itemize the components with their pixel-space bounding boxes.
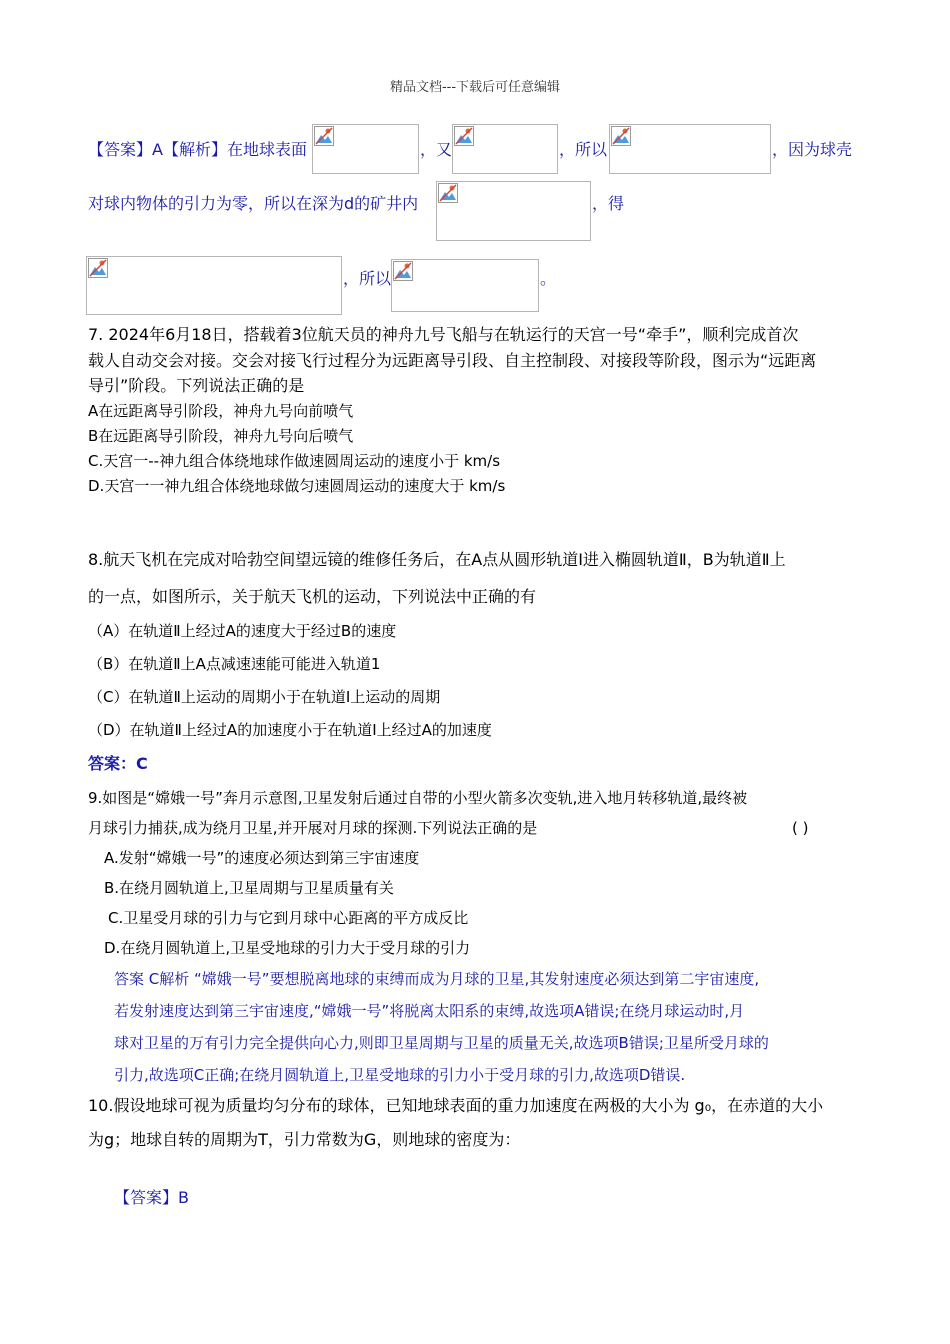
q9-analysis-line2: 若发射速度达到第三宇宙速度,“嫦娥一号”将脱离太阳系的束缚,故选项A错误;在绕月球运动时,月 [114, 1002, 745, 1020]
formula-image [86, 256, 342, 315]
q8-option-a: （A）在轨道Ⅱ上经过A的速度大于经过B的速度 [88, 622, 397, 640]
broken-image-icon [393, 261, 413, 281]
q6-answer-line1-d: ，因为球壳 [772, 140, 853, 159]
q10-answer: 【答案】B [114, 1188, 189, 1207]
q6-answer-line1-b: ，又 [420, 140, 453, 159]
q7-option-d: D.天宫一一神九组合体绕地球做匀速圆周运动的速度大于 km/s [88, 477, 506, 495]
page-header: 精品文档---下载后可任意编辑 [389, 80, 561, 95]
q6-answer-line2-b: ，得 [592, 194, 625, 213]
q10-stem-line2: 为g；地球自转的周期为T，引力常数为G，则地球的密度为： [88, 1130, 521, 1149]
broken-image-icon [314, 126, 334, 146]
q9-answer-paren: ( ) [792, 819, 809, 837]
formula-image [312, 124, 419, 174]
q9-option-d: D.在绕月圆轨道上,卫星受地球的引力大于受月球的引力 [104, 939, 471, 957]
broken-image-icon [611, 126, 631, 146]
q6-answer-line3-b: 。 [540, 269, 557, 288]
q10-stem-line1: 10.假设地球可视为质量均匀分布的球体，已知地球表面的重力加速度在两极的大小为 g₀，在赤道的大小 [88, 1096, 824, 1115]
formula-image [391, 259, 539, 312]
q9-option-c: C.卫星受月球的引力与它到月球中心距离的平方成反比 [108, 909, 469, 927]
q9-analysis-line3: 球对卫星的万有引力完全提供向心力,则即卫星周期与卫星的质量无关,故选项B错误;卫星所受月球的 [114, 1034, 769, 1052]
formula-image [436, 181, 591, 241]
formula-image [609, 124, 771, 174]
q8-option-c: （C）在轨道Ⅱ上运动的周期小于在轨道Ⅰ上运动的周期 [88, 688, 441, 706]
formula-image [452, 124, 558, 174]
q8-stem-line2: 的一点，如图所示，关于航天飞机的运动，下列说法中正确的有 [88, 587, 537, 606]
q9-stem-line1: 9.如图是“嫦娥一号”奔月示意图,卫星发射后通过自带的小型火箭多次变轨,进入地月转移轨道,最终被 [88, 789, 748, 807]
q9-option-b: B.在绕月圆轨道上,卫星周期与卫星质量有关 [104, 879, 394, 897]
q7-stem-line1: 7. 2024年6月18日，搭载着3位航天员的神舟九号飞船与在轨运行的天宫一号“牵手”，顺利完成首次 [88, 325, 799, 344]
q8-option-d: （D）在轨道Ⅱ上经过A的加速度小于在轨道Ⅰ上经过A的加速度 [88, 721, 492, 739]
q9-option-a: A.发射“嫦娥一号”的速度必须达到第三宇宙速度 [104, 849, 420, 867]
broken-image-icon [88, 258, 108, 278]
q8-answer: 答案：C [88, 754, 148, 773]
q7-option-b: B在远距离导引阶段，神舟九号向后喷气 [88, 427, 354, 445]
q7-option-c: C.天宫一--神九组合体绕地球作做速圆周运动的速度小于 km/s [88, 452, 501, 470]
q7-stem-line3: 导引”阶段。下列说法正确的是 [88, 376, 305, 395]
broken-image-icon [454, 126, 474, 146]
q6-answer-line1-a: 【答案】A【解析】在地球表面 [88, 140, 307, 159]
q6-answer-line1-c: ，所以 [559, 140, 608, 159]
q9-analysis-line1: 答案 C解析 “嫦娥一号”要想脱离地球的束缚而成为月球的卫星,其发射速度必须达到第二宇宙速度, [114, 970, 760, 988]
q9-stem-line2: 月球引力捕获,成为绕月卫星,并开展对月球的探测.下列说法正确的是 [88, 819, 538, 837]
q6-answer-line2-a: 对球内物体的引力为零，所以在深为d的矿井内 [88, 194, 419, 213]
q7-stem-line2: 载人自动交会对接。交会对接飞行过程分为远距离导引段、自主控制段、对接段等阶段，图示为“远距离 [88, 351, 817, 370]
broken-image-icon [438, 183, 458, 203]
q8-option-b: （B）在轨道Ⅱ上A点减速速能可能进入轨道1 [88, 655, 381, 673]
q9-analysis-line4: 引力,故选项C正确;在绕月圆轨道上,卫星受地球的引力小于受月球的引力,故选项D错误. [114, 1066, 686, 1084]
q7-option-a: A在远距离导引阶段，神舟九号向前喷气 [88, 402, 354, 420]
q6-answer-line3-a: ，所以 [343, 269, 392, 288]
q8-stem-line1: 8.航天飞机在完成对哈勃空间望远镜的维修任务后，在A点从圆形轨道Ⅰ进入椭圆轨道Ⅱ，B为轨道Ⅱ上 [88, 550, 786, 569]
